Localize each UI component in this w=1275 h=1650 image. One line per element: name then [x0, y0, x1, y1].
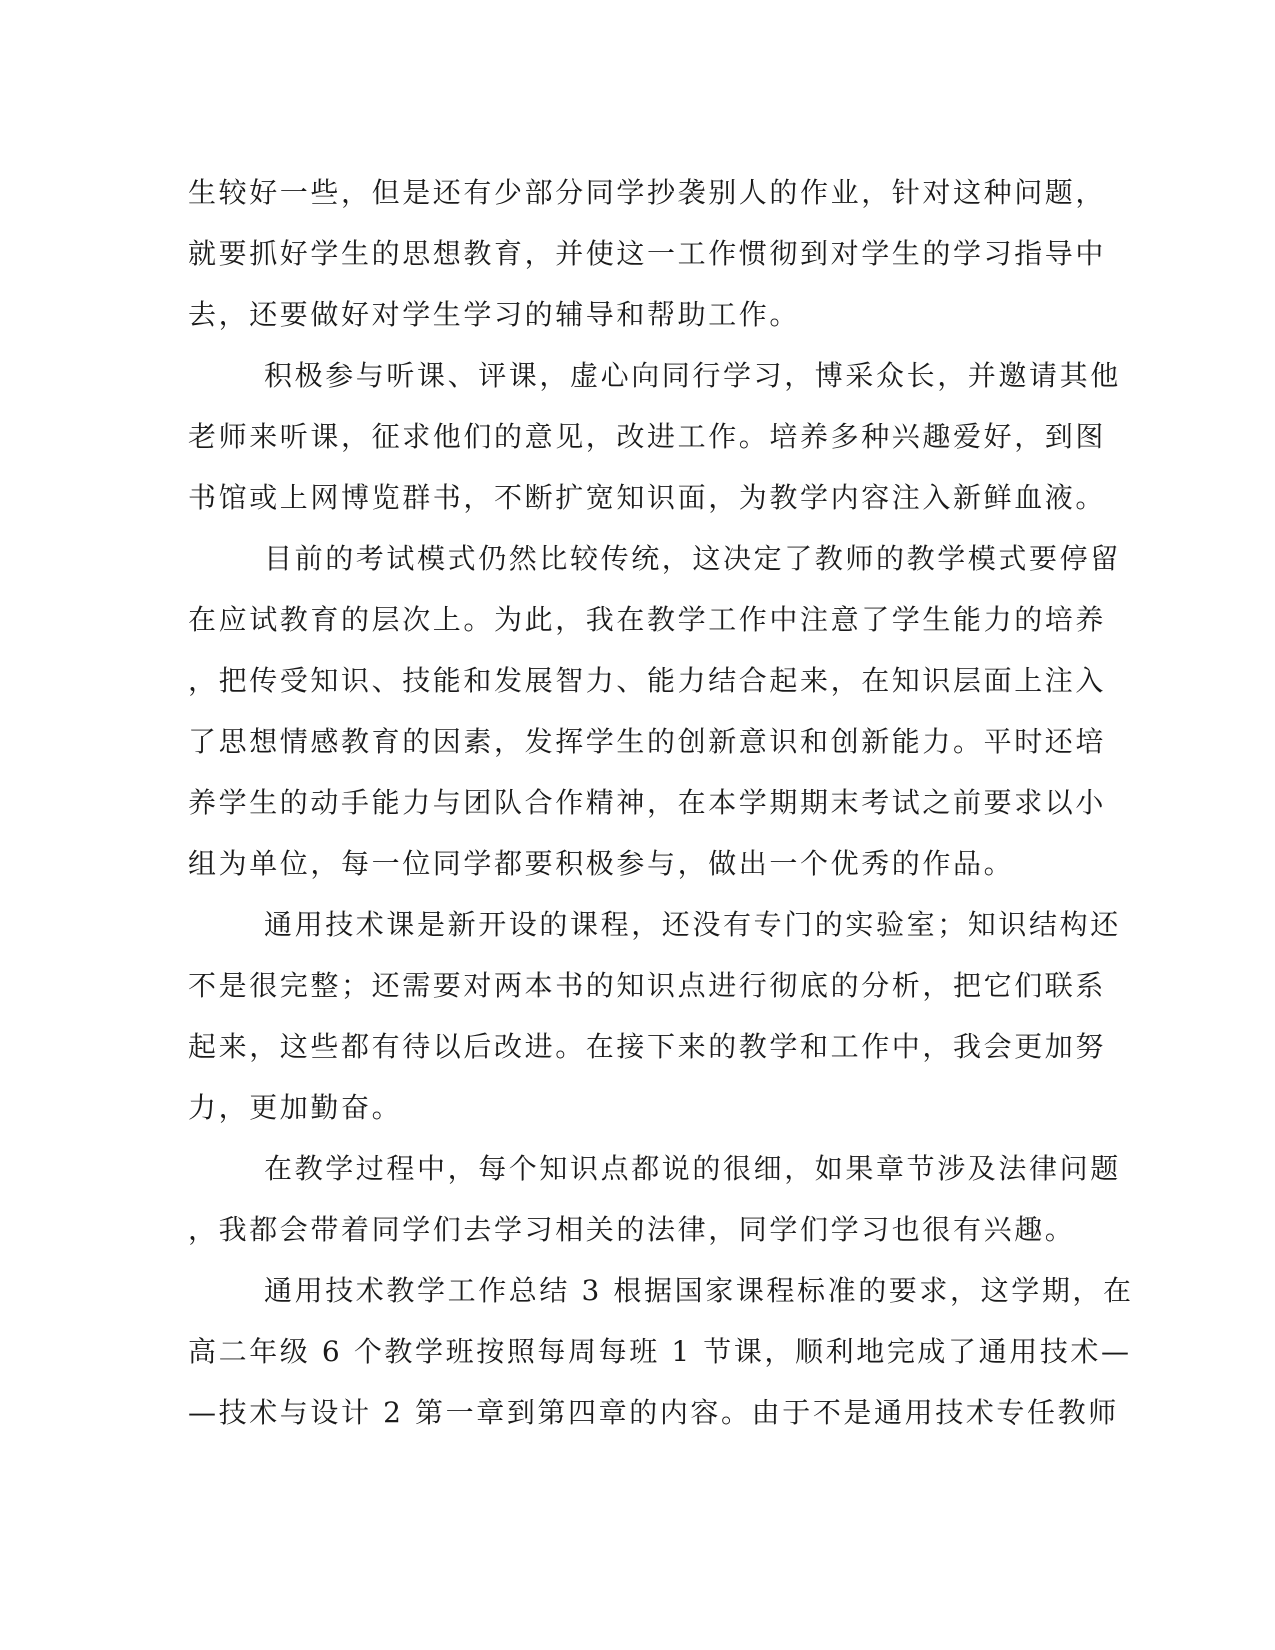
text-line-4: 积极参与听课、评课，虚心向同行学习，博采众长，并邀请其他	[264, 359, 1121, 392]
text-line-11: 养学生的动手能力与团队合作精神，在本学期期末考试之前要求以小	[188, 786, 1107, 819]
text-line-3: 去，还要做好对学生学习的辅导和帮助工作。	[188, 298, 801, 331]
text-line-20: 高二年级 6 个教学班按照每周每班 1 节课，顺利地完成了通用技术—	[188, 1335, 1132, 1368]
text-line-19: 通用技术教学工作总结 3 根据国家课程标准的要求，这学期，在	[264, 1274, 1134, 1307]
text-line-13: 通用技术课是新开设的课程，还没有专门的实验室；知识结构还	[264, 908, 1121, 941]
text-line-1: 生较好一些，但是还有少部分同学抄袭别人的作业，针对这种问题，	[188, 176, 1107, 209]
text-line-12: 组为单位，每一位同学都要积极参与，做出一个优秀的作品。	[188, 847, 1015, 880]
text-line-21: —技术与设计 2 第一章到第四章的内容。由于不是通用技术专任教师	[188, 1396, 1119, 1429]
text-line-7: 目前的考试模式仍然比较传统，这决定了教师的教学模式要停留	[264, 542, 1121, 575]
text-line-9: ，把传受知识、技能和发展智力、能力结合起来，在知识层面上注入	[188, 664, 1107, 697]
text-line-16: 力，更加勤奋。	[188, 1091, 403, 1124]
text-line-6: 书馆或上网博览群书，不断扩宽知识面，为教学内容注入新鲜血液。	[188, 481, 1107, 514]
text-line-8: 在应试教育的层次上。为此，我在教学工作中注意了学生能力的培养	[188, 603, 1107, 636]
text-line-18: ，我都会带着同学们去学习相关的法律，同学们学习也很有兴趣。	[188, 1213, 1076, 1246]
text-line-15: 起来，这些都有待以后改进。在接下来的教学和工作中，我会更加努	[188, 1030, 1107, 1063]
text-line-14: 不是很完整；还需要对两本书的知识点进行彻底的分析，把它们联系	[188, 969, 1107, 1002]
body-text	[188, 162, 1134, 1443]
text-line-2: 就要抓好学生的思想教育，并使这一工作惯彻到对学生的学习指导中	[188, 237, 1107, 270]
text-line-5: 老师来听课，征求他们的意见，改进工作。培养多种兴趣爱好，到图	[188, 420, 1107, 453]
text-line-17: 在教学过程中，每个知识点都说的很细，如果章节涉及法律问题	[264, 1152, 1121, 1185]
text-line-10: 了思想情感教育的因素，发挥学生的创新意识和创新能力。平时还培	[188, 725, 1107, 758]
